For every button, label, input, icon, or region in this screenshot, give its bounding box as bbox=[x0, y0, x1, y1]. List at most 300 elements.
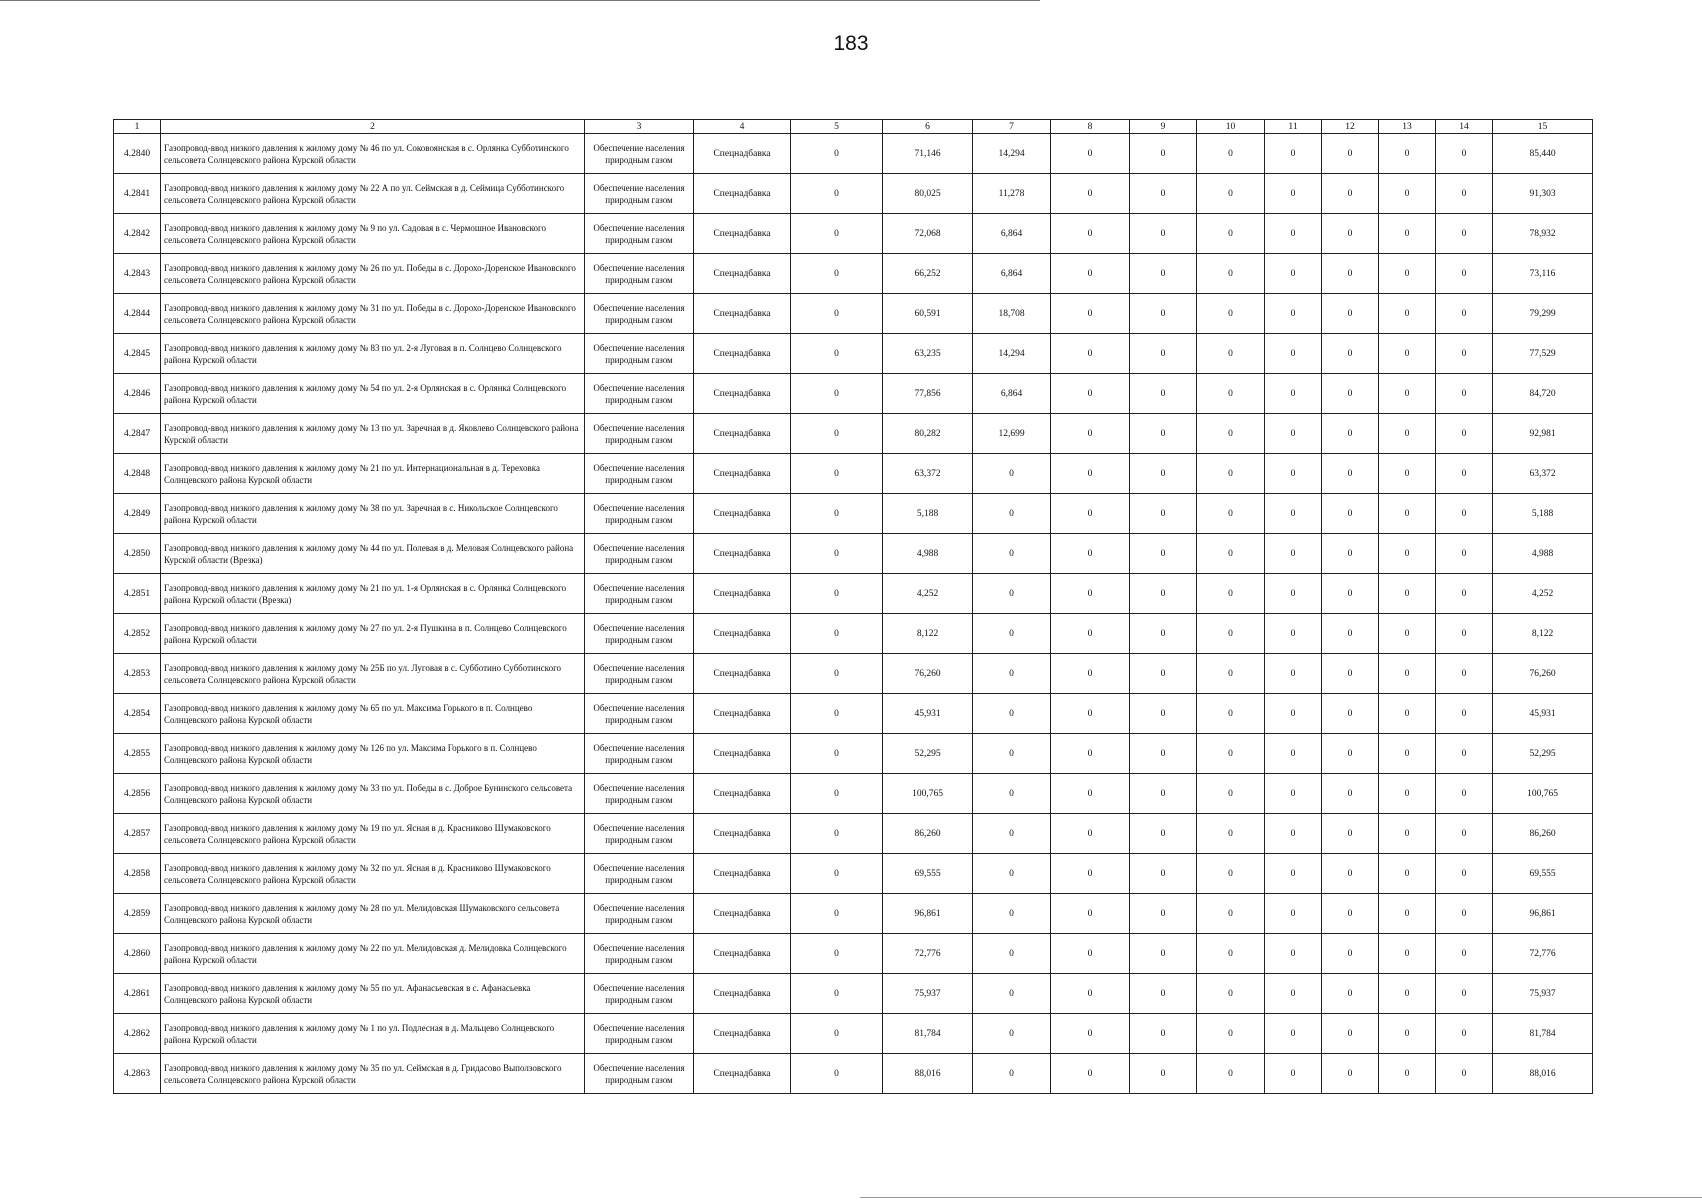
col8-value: 0 bbox=[1051, 494, 1130, 534]
col10-value: 0 bbox=[1197, 134, 1265, 174]
col6-value: 5,188 bbox=[883, 494, 973, 534]
col8-value: 0 bbox=[1051, 294, 1130, 334]
purpose-cell: Обеспечение населения природным газом bbox=[585, 334, 694, 374]
col5-value: 0 bbox=[791, 454, 883, 494]
total-value: 91,303 bbox=[1493, 174, 1593, 214]
col10-value: 0 bbox=[1197, 494, 1265, 534]
col11-value: 0 bbox=[1265, 614, 1322, 654]
col11-value: 0 bbox=[1265, 454, 1322, 494]
table-row bbox=[114, 934, 1593, 974]
col8-value: 0 bbox=[1051, 334, 1130, 374]
table-row bbox=[114, 414, 1593, 454]
col7-value: 0 bbox=[973, 894, 1051, 934]
col6-value: 80,025 bbox=[883, 174, 973, 214]
col5-value: 0 bbox=[791, 134, 883, 174]
col-header-8: 8 bbox=[1051, 120, 1130, 134]
col11-value: 0 bbox=[1265, 254, 1322, 294]
row-id: 4.2845 bbox=[114, 334, 161, 374]
total-value: 84,720 bbox=[1493, 374, 1593, 414]
page-number: 183 bbox=[833, 32, 869, 55]
col11-value: 0 bbox=[1265, 934, 1322, 974]
row-id: 4.2852 bbox=[114, 614, 161, 654]
col12-value: 0 bbox=[1322, 814, 1379, 854]
col7-value: 0 bbox=[973, 934, 1051, 974]
pipeline-description: Газопровод-ввод низкого давления к жилому дому № 38 по ул. Заречная в с. Никольское Солнцевского района Курской области bbox=[161, 494, 585, 534]
col-header-4: 4 bbox=[694, 120, 791, 134]
col14-value: 0 bbox=[1436, 894, 1493, 934]
col11-value: 0 bbox=[1265, 1054, 1322, 1094]
col12-value: 0 bbox=[1322, 574, 1379, 614]
col10-value: 0 bbox=[1197, 854, 1265, 894]
total-value: 78,932 bbox=[1493, 214, 1593, 254]
col5-value: 0 bbox=[791, 854, 883, 894]
col10-value: 0 bbox=[1197, 334, 1265, 374]
row-id: 4.2848 bbox=[114, 454, 161, 494]
col7-value: 11,278 bbox=[973, 174, 1051, 214]
col14-value: 0 bbox=[1436, 1014, 1493, 1054]
col6-value: 76,260 bbox=[883, 654, 973, 694]
col12-value: 0 bbox=[1322, 454, 1379, 494]
col12-value: 0 bbox=[1322, 494, 1379, 534]
col14-value: 0 bbox=[1436, 574, 1493, 614]
col11-value: 0 bbox=[1265, 774, 1322, 814]
col7-value: 0 bbox=[973, 814, 1051, 854]
col13-value: 0 bbox=[1379, 294, 1436, 334]
pipeline-description: Газопровод-ввод низкого давления к жилому дому № 32 по ул. Ясная в д. Красниково Шумаковского сельсовета Солнцевского района Курской области bbox=[161, 854, 585, 894]
col12-value: 0 bbox=[1322, 174, 1379, 214]
total-value: 81,784 bbox=[1493, 1014, 1593, 1054]
col14-value: 0 bbox=[1436, 694, 1493, 734]
table-row bbox=[114, 174, 1593, 214]
pipeline-description: Газопровод-ввод низкого давления к жилому дому № 31 по ул. Победы в с. Дорохо-Доренское Ивановского сельсовета Солнцевского района Курской области bbox=[161, 294, 585, 334]
col12-value: 0 bbox=[1322, 214, 1379, 254]
col11-value: 0 bbox=[1265, 134, 1322, 174]
col14-value: 0 bbox=[1436, 134, 1493, 174]
col6-value: 75,937 bbox=[883, 974, 973, 1014]
table-row bbox=[114, 1014, 1593, 1054]
funding-source-cell: Спецнадбавка bbox=[694, 974, 791, 1014]
total-value: 96,861 bbox=[1493, 894, 1593, 934]
table-row bbox=[114, 694, 1593, 734]
col5-value: 0 bbox=[791, 1054, 883, 1094]
col10-value: 0 bbox=[1197, 534, 1265, 574]
pipeline-description: Газопровод-ввод низкого давления к жилому дому № 1 по ул. Подлесная в д. Мальцево Солнцевского района Курской области bbox=[161, 1014, 585, 1054]
col11-value: 0 bbox=[1265, 174, 1322, 214]
col10-value: 0 bbox=[1197, 734, 1265, 774]
row-id: 4.2843 bbox=[114, 254, 161, 294]
col12-value: 0 bbox=[1322, 134, 1379, 174]
col13-value: 0 bbox=[1379, 374, 1436, 414]
pipeline-description: Газопровод-ввод низкого давления к жилому дому № 22 по ул. Мелидовская д. Мелидовка Солнцевского района Курской области bbox=[161, 934, 585, 974]
row-id: 4.2859 bbox=[114, 894, 161, 934]
col8-value: 0 bbox=[1051, 974, 1130, 1014]
row-id: 4.2853 bbox=[114, 654, 161, 694]
col14-value: 0 bbox=[1436, 534, 1493, 574]
row-id: 4.2860 bbox=[114, 934, 161, 974]
col5-value: 0 bbox=[791, 334, 883, 374]
col5-value: 0 bbox=[791, 294, 883, 334]
col6-value: 72,068 bbox=[883, 214, 973, 254]
funding-source-cell: Спецнадбавка bbox=[694, 134, 791, 174]
col14-value: 0 bbox=[1436, 1054, 1493, 1094]
funding-source-cell: Спецнадбавка bbox=[694, 374, 791, 414]
purpose-cell: Обеспечение населения природным газом bbox=[585, 254, 694, 294]
total-value: 8,122 bbox=[1493, 614, 1593, 654]
col7-value: 6,864 bbox=[973, 374, 1051, 414]
table-row bbox=[114, 134, 1593, 174]
col14-value: 0 bbox=[1436, 174, 1493, 214]
purpose-cell: Обеспечение населения природным газом bbox=[585, 1014, 694, 1054]
col11-value: 0 bbox=[1265, 694, 1322, 734]
pipeline-description: Газопровод-ввод низкого давления к жилому дому № 22 А по ул. Сеймская в д. Сеймица Субботинского сельсовета Солнцевского района Курской области bbox=[161, 174, 585, 214]
col12-value: 0 bbox=[1322, 974, 1379, 1014]
col9-value: 0 bbox=[1130, 854, 1197, 894]
col9-value: 0 bbox=[1130, 774, 1197, 814]
col5-value: 0 bbox=[791, 654, 883, 694]
col13-value: 0 bbox=[1379, 334, 1436, 374]
funding-source-cell: Спецнадбавка bbox=[694, 854, 791, 894]
col5-value: 0 bbox=[791, 414, 883, 454]
row-id: 4.2858 bbox=[114, 854, 161, 894]
col6-value: 86,260 bbox=[883, 814, 973, 854]
col13-value: 0 bbox=[1379, 734, 1436, 774]
total-value: 69,555 bbox=[1493, 854, 1593, 894]
col13-value: 0 bbox=[1379, 454, 1436, 494]
total-value: 76,260 bbox=[1493, 654, 1593, 694]
col6-value: 80,282 bbox=[883, 414, 973, 454]
total-value: 92,981 bbox=[1493, 414, 1593, 454]
col14-value: 0 bbox=[1436, 774, 1493, 814]
col7-value: 14,294 bbox=[973, 334, 1051, 374]
col8-value: 0 bbox=[1051, 174, 1130, 214]
col9-value: 0 bbox=[1130, 574, 1197, 614]
purpose-cell: Обеспечение населения природным газом bbox=[585, 534, 694, 574]
pipeline-description: Газопровод-ввод низкого давления к жилому дому № 83 по ул. 2-я Луговая в п. Солнцево Солнцевского района Курской области bbox=[161, 334, 585, 374]
col9-value: 0 bbox=[1130, 494, 1197, 534]
col13-value: 0 bbox=[1379, 814, 1436, 854]
total-value: 88,016 bbox=[1493, 1054, 1593, 1094]
col11-value: 0 bbox=[1265, 494, 1322, 534]
col6-value: 88,016 bbox=[883, 1054, 973, 1094]
col13-value: 0 bbox=[1379, 414, 1436, 454]
col8-value: 0 bbox=[1051, 614, 1130, 654]
funding-source-cell: Спецнадбавка bbox=[694, 814, 791, 854]
col12-value: 0 bbox=[1322, 254, 1379, 294]
total-value: 4,988 bbox=[1493, 534, 1593, 574]
pipeline-description: Газопровод-ввод низкого давления к жилому дому № 19 по ул. Ясная в д. Красниково Шумаковского сельсовета Солнцевского района Курской области bbox=[161, 814, 585, 854]
col-header-14: 14 bbox=[1436, 120, 1493, 134]
row-id: 4.2844 bbox=[114, 294, 161, 334]
col8-value: 0 bbox=[1051, 814, 1130, 854]
col7-value: 18,708 bbox=[973, 294, 1051, 334]
col12-value: 0 bbox=[1322, 654, 1379, 694]
col11-value: 0 bbox=[1265, 294, 1322, 334]
col6-value: 8,122 bbox=[883, 614, 973, 654]
col10-value: 0 bbox=[1197, 894, 1265, 934]
col5-value: 0 bbox=[791, 254, 883, 294]
col5-value: 0 bbox=[791, 214, 883, 254]
col5-value: 0 bbox=[791, 734, 883, 774]
col6-value: 63,372 bbox=[883, 454, 973, 494]
col12-value: 0 bbox=[1322, 1014, 1379, 1054]
col6-value: 52,295 bbox=[883, 734, 973, 774]
col8-value: 0 bbox=[1051, 534, 1130, 574]
col7-value: 0 bbox=[973, 454, 1051, 494]
col10-value: 0 bbox=[1197, 414, 1265, 454]
pipeline-description: Газопровод-ввод низкого давления к жилому дому № 126 по ул. Максима Горького в п. Солнцево Солнцевского района Курской области bbox=[161, 734, 585, 774]
col7-value: 0 bbox=[973, 574, 1051, 614]
pipeline-description: Газопровод-ввод низкого давления к жилому дому № 28 по ул. Мелидовская Шумаковского сельсовета Солнцевского района Курской области bbox=[161, 894, 585, 934]
col6-value: 81,784 bbox=[883, 1014, 973, 1054]
col14-value: 0 bbox=[1436, 974, 1493, 1014]
col13-value: 0 bbox=[1379, 854, 1436, 894]
total-value: 63,372 bbox=[1493, 454, 1593, 494]
col7-value: 0 bbox=[973, 654, 1051, 694]
col8-value: 0 bbox=[1051, 774, 1130, 814]
total-value: 45,931 bbox=[1493, 694, 1593, 734]
pipeline-description: Газопровод-ввод низкого давления к жилому дому № 44 по ул. Полевая в д. Меловая Солнцевского района Курской области (Врезка) bbox=[161, 534, 585, 574]
funding-source-cell: Спецнадбавка bbox=[694, 774, 791, 814]
col13-value: 0 bbox=[1379, 974, 1436, 1014]
funding-source-cell: Спецнадбавка bbox=[694, 574, 791, 614]
col8-value: 0 bbox=[1051, 1054, 1130, 1094]
col10-value: 0 bbox=[1197, 814, 1265, 854]
col6-value: 4,252 bbox=[883, 574, 973, 614]
col6-value: 77,856 bbox=[883, 374, 973, 414]
table-row bbox=[114, 854, 1593, 894]
row-id: 4.2840 bbox=[114, 134, 161, 174]
col9-value: 0 bbox=[1130, 134, 1197, 174]
col7-value: 0 bbox=[973, 614, 1051, 654]
col9-value: 0 bbox=[1130, 814, 1197, 854]
col6-value: 60,591 bbox=[883, 294, 973, 334]
funding-source-cell: Спецнадбавка bbox=[694, 214, 791, 254]
row-id: 4.2862 bbox=[114, 1014, 161, 1054]
purpose-cell: Обеспечение населения природным газом bbox=[585, 614, 694, 654]
col7-value: 0 bbox=[973, 1054, 1051, 1094]
funding-source-cell: Спецнадбавка bbox=[694, 934, 791, 974]
column-number-row bbox=[114, 120, 1593, 134]
total-value: 4,252 bbox=[1493, 574, 1593, 614]
total-value: 77,529 bbox=[1493, 334, 1593, 374]
pipeline-description: Газопровод-ввод низкого давления к жилому дому № 46 по ул. Соковоянская в с. Орлянка Субботинского сельсовета Солнцевского района Курской области bbox=[161, 134, 585, 174]
pipeline-description: Газопровод-ввод низкого давления к жилому дому № 25Б по ул. Луговая в с. Субботино Субботинского сельсовета Солнцевского района Курской области bbox=[161, 654, 585, 694]
col14-value: 0 bbox=[1436, 374, 1493, 414]
col14-value: 0 bbox=[1436, 854, 1493, 894]
col13-value: 0 bbox=[1379, 174, 1436, 214]
table-row bbox=[114, 734, 1593, 774]
col12-value: 0 bbox=[1322, 934, 1379, 974]
purpose-cell: Обеспечение населения природным газом bbox=[585, 294, 694, 334]
funding-source-cell: Спецнадбавка bbox=[694, 1014, 791, 1054]
col9-value: 0 bbox=[1130, 414, 1197, 454]
col-header-10: 10 bbox=[1197, 120, 1265, 134]
table-row bbox=[114, 294, 1593, 334]
purpose-cell: Обеспечение населения природным газом bbox=[585, 454, 694, 494]
col7-value: 6,864 bbox=[973, 254, 1051, 294]
col-header-13: 13 bbox=[1379, 120, 1436, 134]
col14-value: 0 bbox=[1436, 254, 1493, 294]
total-value: 73,116 bbox=[1493, 254, 1593, 294]
col11-value: 0 bbox=[1265, 854, 1322, 894]
col9-value: 0 bbox=[1130, 174, 1197, 214]
col6-value: 45,931 bbox=[883, 694, 973, 734]
col10-value: 0 bbox=[1197, 374, 1265, 414]
col10-value: 0 bbox=[1197, 214, 1265, 254]
purpose-cell: Обеспечение населения природным газом bbox=[585, 814, 694, 854]
total-value: 100,765 bbox=[1493, 774, 1593, 814]
col6-value: 69,555 bbox=[883, 854, 973, 894]
row-id: 4.2842 bbox=[114, 214, 161, 254]
col13-value: 0 bbox=[1379, 134, 1436, 174]
col9-value: 0 bbox=[1130, 934, 1197, 974]
col9-value: 0 bbox=[1130, 1014, 1197, 1054]
col11-value: 0 bbox=[1265, 214, 1322, 254]
table-row bbox=[114, 774, 1593, 814]
col10-value: 0 bbox=[1197, 654, 1265, 694]
scan-edge-top bbox=[0, 0, 1040, 1]
col-header-5: 5 bbox=[791, 120, 883, 134]
gas-pipeline-table bbox=[113, 119, 1593, 1094]
funding-source-cell: Спецнадбавка bbox=[694, 254, 791, 294]
col5-value: 0 bbox=[791, 614, 883, 654]
col8-value: 0 bbox=[1051, 694, 1130, 734]
pipeline-description: Газопровод-ввод низкого давления к жилому дому № 13 по ул. Заречная в д. Яковлево Солнцевского района Курской области bbox=[161, 414, 585, 454]
col7-value: 0 bbox=[973, 694, 1051, 734]
col13-value: 0 bbox=[1379, 534, 1436, 574]
col11-value: 0 bbox=[1265, 574, 1322, 614]
total-value: 75,937 bbox=[1493, 974, 1593, 1014]
col5-value: 0 bbox=[791, 974, 883, 1014]
pipeline-description: Газопровод-ввод низкого давления к жилому дому № 9 по ул. Садовая в с. Чермошное Ивановского сельсовета Солнцевского района Курской области bbox=[161, 214, 585, 254]
col11-value: 0 bbox=[1265, 814, 1322, 854]
col5-value: 0 bbox=[791, 534, 883, 574]
row-id: 4.2855 bbox=[114, 734, 161, 774]
col5-value: 0 bbox=[791, 494, 883, 534]
funding-source-cell: Спецнадбавка bbox=[694, 614, 791, 654]
row-id: 4.2856 bbox=[114, 774, 161, 814]
col10-value: 0 bbox=[1197, 974, 1265, 1014]
col13-value: 0 bbox=[1379, 894, 1436, 934]
col10-value: 0 bbox=[1197, 254, 1265, 294]
pipeline-description: Газопровод-ввод низкого давления к жилому дому № 35 по ул. Сеймская в д. Гридасово Выползовского сельсовета Солнцевского района Курской области bbox=[161, 1054, 585, 1094]
purpose-cell: Обеспечение населения природным газом bbox=[585, 894, 694, 934]
purpose-cell: Обеспечение населения природным газом bbox=[585, 1054, 694, 1094]
pipeline-description: Газопровод-ввод низкого давления к жилому дому № 27 по ул. 2-я Пушкина в п. Солнцево Солнцевского района Курской области bbox=[161, 614, 585, 654]
purpose-cell: Обеспечение населения природным газом bbox=[585, 414, 694, 454]
col12-value: 0 bbox=[1322, 414, 1379, 454]
row-id: 4.2847 bbox=[114, 414, 161, 454]
col8-value: 0 bbox=[1051, 454, 1130, 494]
col5-value: 0 bbox=[791, 374, 883, 414]
col8-value: 0 bbox=[1051, 134, 1130, 174]
col13-value: 0 bbox=[1379, 254, 1436, 294]
col14-value: 0 bbox=[1436, 934, 1493, 974]
col9-value: 0 bbox=[1130, 454, 1197, 494]
col7-value: 0 bbox=[973, 534, 1051, 574]
funding-source-cell: Спецнадбавка bbox=[694, 694, 791, 734]
col9-value: 0 bbox=[1130, 294, 1197, 334]
col5-value: 0 bbox=[791, 574, 883, 614]
col8-value: 0 bbox=[1051, 894, 1130, 934]
row-id: 4.2863 bbox=[114, 1054, 161, 1094]
col8-value: 0 bbox=[1051, 414, 1130, 454]
pipeline-description: Газопровод-ввод низкого давления к жилому дому № 33 по ул. Победы в с. Доброе Бунинского сельсовета Солнцевского района Курской области bbox=[161, 774, 585, 814]
pipeline-description: Газопровод-ввод низкого давления к жилому дому № 21 по ул. 1-я Орлянская в с. Орлянка Солнцевского района Курской области (Врезка) bbox=[161, 574, 585, 614]
col12-value: 0 bbox=[1322, 894, 1379, 934]
col13-value: 0 bbox=[1379, 654, 1436, 694]
purpose-cell: Обеспечение населения природным газом bbox=[585, 734, 694, 774]
col7-value: 0 bbox=[973, 734, 1051, 774]
purpose-cell: Обеспечение населения природным газом bbox=[585, 374, 694, 414]
col-header-6: 6 bbox=[883, 120, 973, 134]
col10-value: 0 bbox=[1197, 1054, 1265, 1094]
table-row bbox=[114, 334, 1593, 374]
col6-value: 66,252 bbox=[883, 254, 973, 294]
col-header-9: 9 bbox=[1130, 120, 1197, 134]
purpose-cell: Обеспечение населения природным газом bbox=[585, 174, 694, 214]
funding-source-cell: Спецнадбавка bbox=[694, 654, 791, 694]
table-row bbox=[114, 814, 1593, 854]
col14-value: 0 bbox=[1436, 654, 1493, 694]
table-row bbox=[114, 254, 1593, 294]
col5-value: 0 bbox=[791, 774, 883, 814]
pipeline-description: Газопровод-ввод низкого давления к жилому дому № 55 по ул. Афанасьевская в с. Афанасьевка Солнцевского района Курской области bbox=[161, 974, 585, 1014]
table-row bbox=[114, 454, 1593, 494]
pipeline-description: Газопровод-ввод низкого давления к жилому дому № 21 по ул. Интернациональная в д. Тереховка Солнцевского района Курской области bbox=[161, 454, 585, 494]
col8-value: 0 bbox=[1051, 654, 1130, 694]
col9-value: 0 bbox=[1130, 534, 1197, 574]
funding-source-cell: Спецнадбавка bbox=[694, 414, 791, 454]
col12-value: 0 bbox=[1322, 734, 1379, 774]
col12-value: 0 bbox=[1322, 1054, 1379, 1094]
col7-value: 0 bbox=[973, 774, 1051, 814]
col12-value: 0 bbox=[1322, 534, 1379, 574]
col5-value: 0 bbox=[791, 694, 883, 734]
col13-value: 0 bbox=[1379, 574, 1436, 614]
col11-value: 0 bbox=[1265, 374, 1322, 414]
col14-value: 0 bbox=[1436, 614, 1493, 654]
col8-value: 0 bbox=[1051, 574, 1130, 614]
col14-value: 0 bbox=[1436, 294, 1493, 334]
col7-value: 12,699 bbox=[973, 414, 1051, 454]
col13-value: 0 bbox=[1379, 494, 1436, 534]
pipeline-description: Газопровод-ввод низкого давления к жилому дому № 54 по ул. 2-я Орлянская в с. Орлянка Солнцевского района Курской области bbox=[161, 374, 585, 414]
col8-value: 0 bbox=[1051, 734, 1130, 774]
col7-value: 0 bbox=[973, 494, 1051, 534]
col7-value: 0 bbox=[973, 974, 1051, 1014]
col7-value: 6,864 bbox=[973, 214, 1051, 254]
col12-value: 0 bbox=[1322, 854, 1379, 894]
col11-value: 0 bbox=[1265, 534, 1322, 574]
col11-value: 0 bbox=[1265, 654, 1322, 694]
col-header-11: 11 bbox=[1265, 120, 1322, 134]
col12-value: 0 bbox=[1322, 294, 1379, 334]
col9-value: 0 bbox=[1130, 614, 1197, 654]
col9-value: 0 bbox=[1130, 974, 1197, 1014]
col5-value: 0 bbox=[791, 894, 883, 934]
funding-source-cell: Спецнадбавка bbox=[694, 894, 791, 934]
col11-value: 0 bbox=[1265, 974, 1322, 1014]
col10-value: 0 bbox=[1197, 774, 1265, 814]
table-row bbox=[114, 1054, 1593, 1094]
col10-value: 0 bbox=[1197, 174, 1265, 214]
pipeline-description: Газопровод-ввод низкого давления к жилому дому № 65 по ул. Максима Горького в п. Солнцево Солнцевского района Курской области bbox=[161, 694, 585, 734]
col13-value: 0 bbox=[1379, 774, 1436, 814]
col6-value: 96,861 bbox=[883, 894, 973, 934]
col9-value: 0 bbox=[1130, 374, 1197, 414]
funding-source-cell: Спецнадбавка bbox=[694, 734, 791, 774]
